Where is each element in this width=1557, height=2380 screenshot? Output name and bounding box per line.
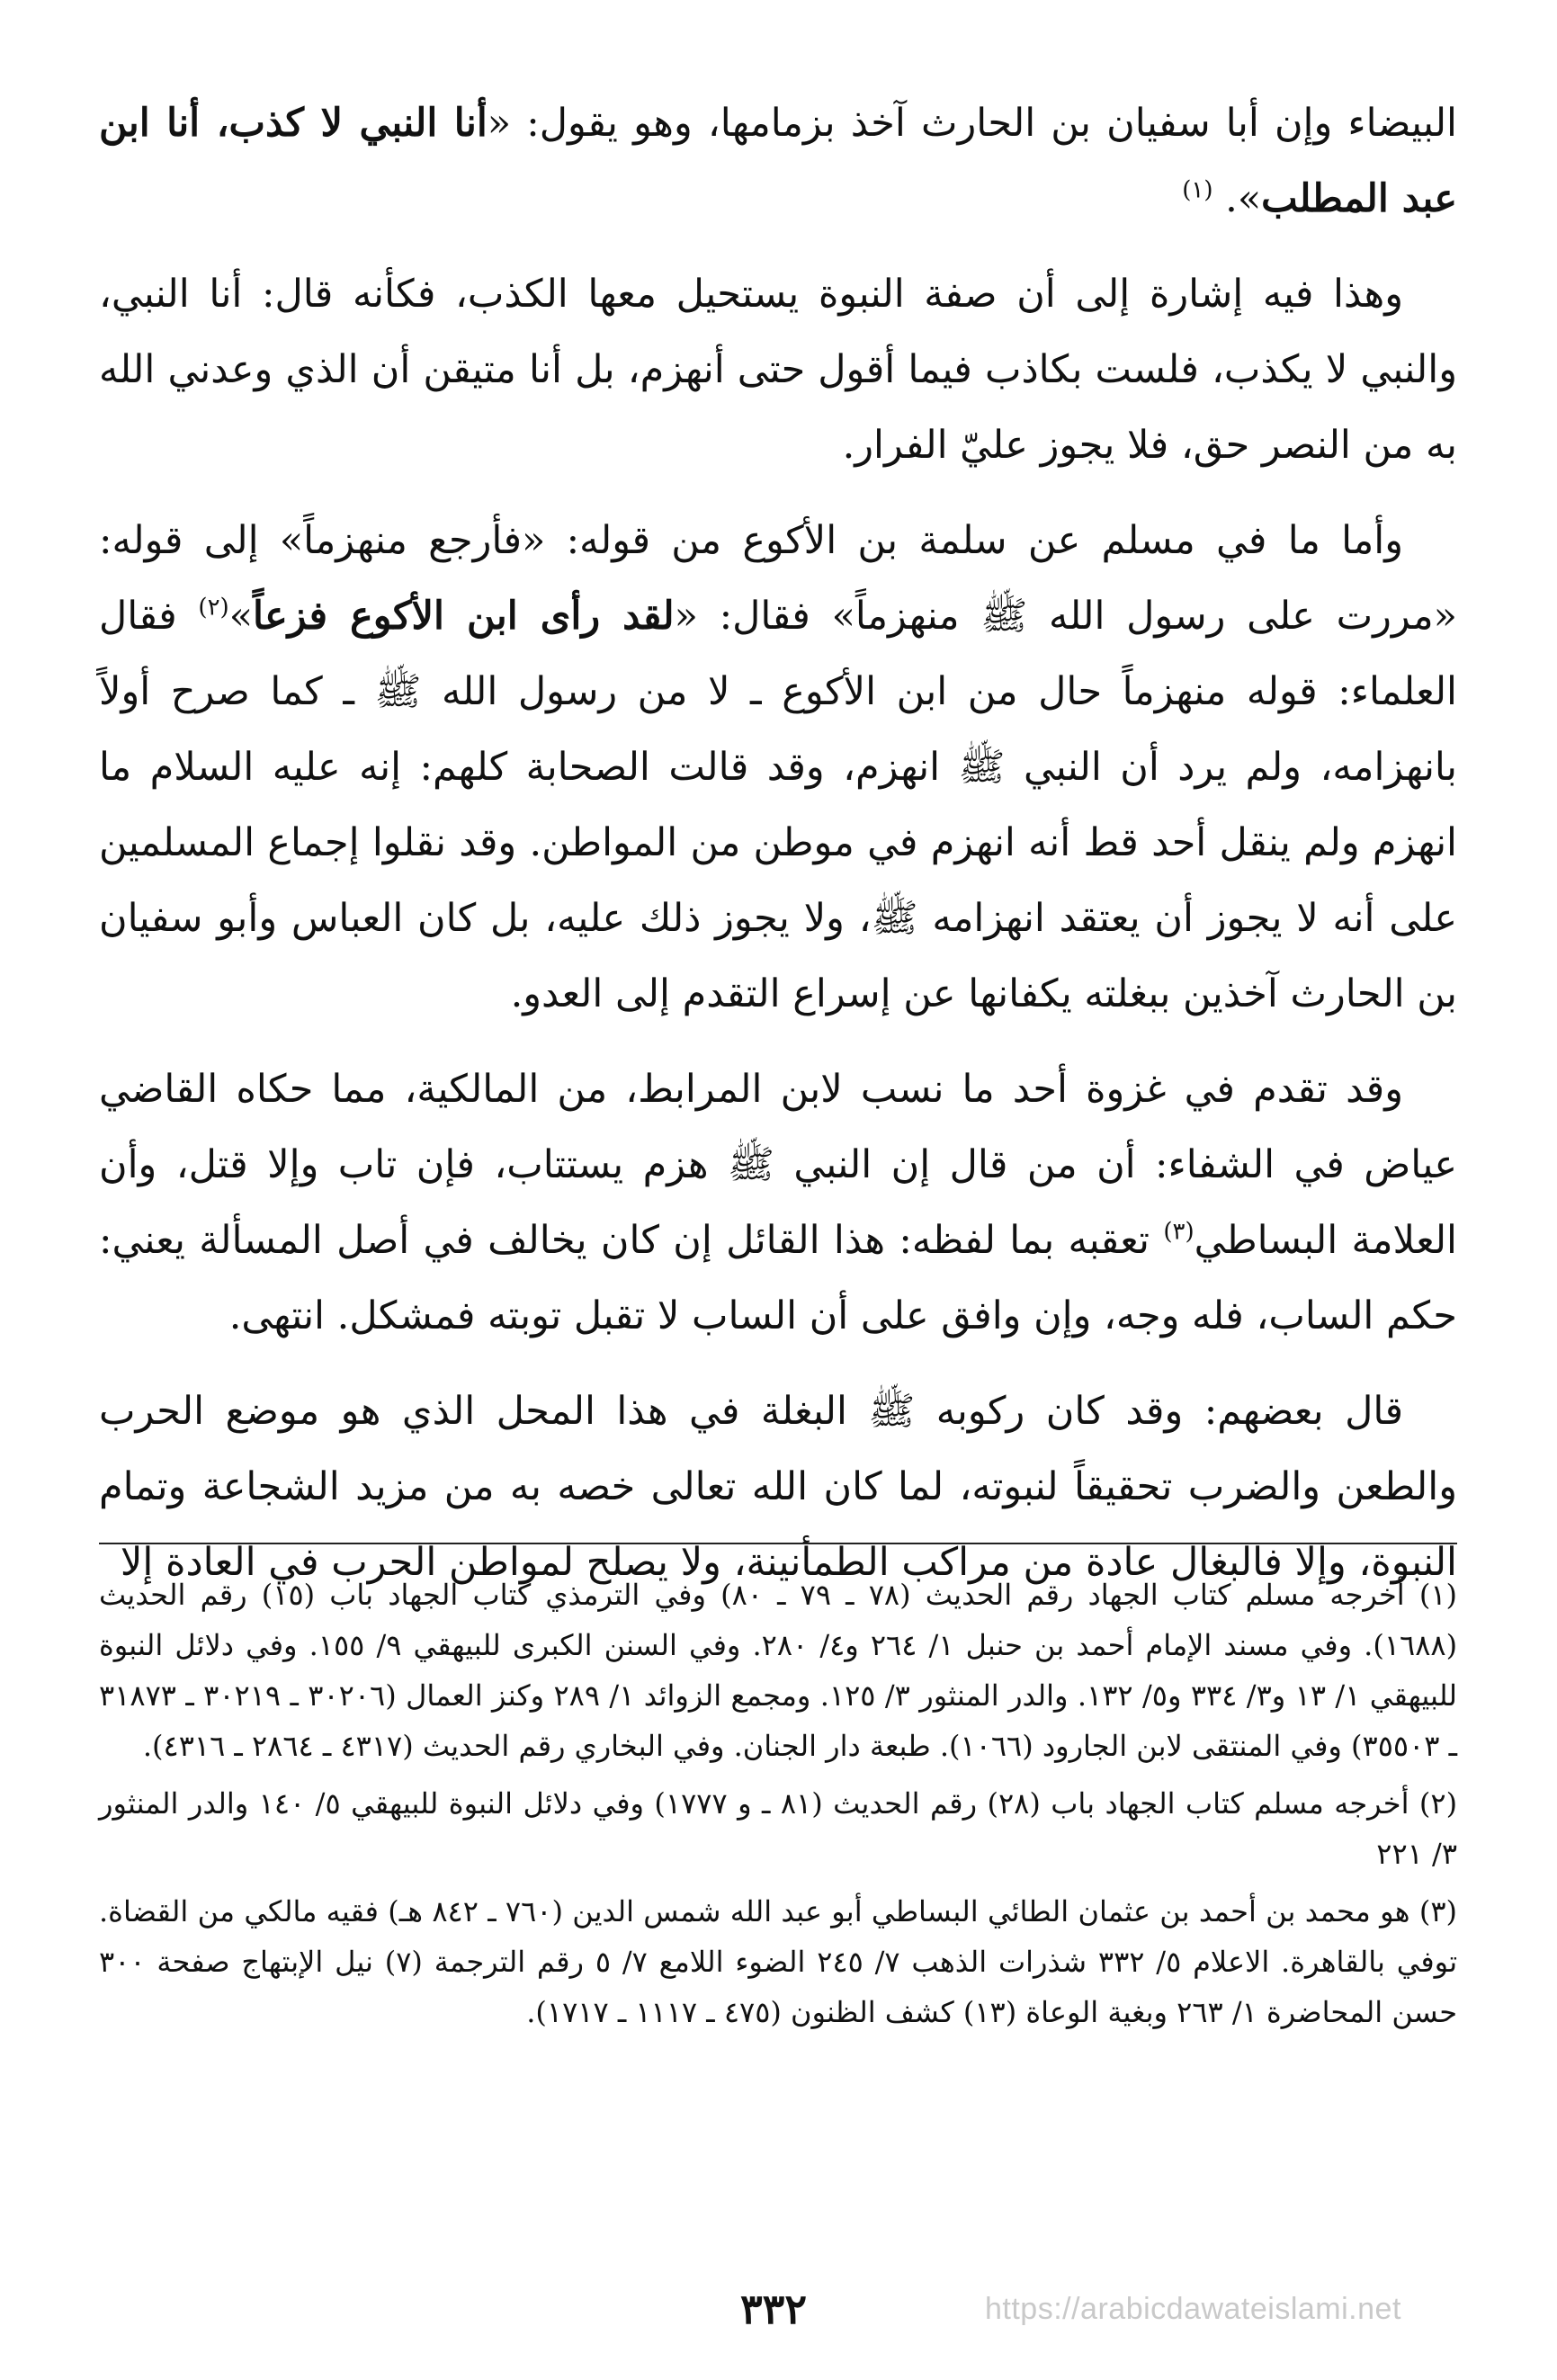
watermark-url: https://arabicdawateislami.net [985,2292,1401,2326]
paragraph-4-rest: تعقبه بما لفظه: هذا القائل إن كان يخالف في أصل المسألة يعني: حكم الساب، فله وجه، وإن وافق على أن الساب لا تقبل توبته فمشكل. انتهى. [99,1218,1457,1338]
footnotes [99,1570,1457,2044]
footnote-3 [99,1886,1457,2037]
paragraph-4 [99,1051,1457,1354]
footnote-2-text: أخرجه مسلم كتاب الجهاد باب (٢٨) رقم الحديث (٨١ ـ و ١٧٧٧) وفي دلائل النبوة للبيهقي ٥/ ١٤٠ والدر المنثور ٣/ ٢٢١ [99,1786,1457,1871]
footnote-ref-1[interactable]: (١) [1182,176,1213,204]
paragraph-4-text: وقد تقدم في غزوة أحد ما نسب لابن المرابط، من المالكية، مما حكاه القاضي عياض في الشفاء: أن من قال إن النبي ﷺ هزم يستتاب، فإن تاب وإلا قتل، وأن العلامة البساطي [99,1067,1457,1263]
paragraph-5: قال بعضهم: وقد كان ركوبه ﷺ البغلة في هذا المحل الذي هو موضع الحرب والطعن والضرب تحقيقاً لنبوته، لما كان الله تعالى خصه به من مزيد الشجاعة وتمام النبوة، وإلا فالبغال عادة من مراكب الطمأنينة، ولا يصلح لمواطن الحرب في العادة إلا [99,1389,1457,1585]
footnote-3-text: هو محمد بن أحمد بن عثمان الطائي البساطي أبو عبد الله شمس الدين (٧٦٠ ـ ٨٤٢ هـ) فقيه مالكي من القضاة. توفي بالقاهرة. الاعلام ٥/ ٣٣٢ شذرات الذهب ٧/ ٢٤٥ الضوء اللامع ٧/ ٥ رقم الترجمة (٧) نيل الإبتهاج صفحة ٣٠٠ حسن المحاضرة ١/ ٢٦٣ وبغية الوعاة (١٣) كشف الظنون (٤٧٥ ـ ١١١٧ ـ ١٧١٧). [99,1894,1458,2029]
quote-bold: أنا النبي لا كذب، أنا ابن عبد المطلب [99,101,1457,221]
page-number: ٣٣٢ [739,2285,808,2333]
paragraph-3-close: » [228,594,254,639]
paragraph-1-close: ». [1212,176,1262,221]
quote-bold: لقد رأى ابن الأكوع فزعاً [253,594,675,639]
paragraph-1-text: البيضاء وإن أبا سفيان بن الحارث آخذ بزمامها، وهو يقول: « [487,101,1458,146]
paragraph-3-text: وأما ما في مسلم عن سلمة بن الأكوع من قوله: «فأرجع منهزماً» إلى قوله: «مررت على رسول الله ﷺ منهزماً» فقال: « [99,518,1457,639]
paragraph-2: وهذا فيه إشارة إلى أن صفة النبوة يستحيل معها الكذب، فكأنه قال: أنا النبي، والنبي لا يكذب، فلست بكاذب فيما أقول حتى أنهزم، بل أنا متيقن أن الذي وعدني الله به من النصر حق، فلا يجوز عليّ الفرار. [99,272,1457,468]
footnote-1-number: (١) [1418,1578,1458,1612]
footnote-1-text: أخرجه مسلم كتاب الجهاد رقم الحديث (٧٨ ـ ٧٩ ـ ٨٠) وفي الترمذي كتاب الجهاد باب (١٥) رقم الحديث (١٦٨٨). وفي مسند الإمام أحمد بن حنبل ١/ ٢٦٤ و٤/ ٢٨٠. وفي السنن الكبرى للبيهقي ٩/ ١٥٥. وفي دلائل النبوة للبيهقي ١/ ١٣ و٣/ ٣٣٤ و٥/ ١٣٢. والدر المنثور ٣/ ١٢٥. ومجمع الزوائد ١/ ٢٨٩ وكنز العمال (٣٠٢٠٦ ـ ٣٠٢١٩ ـ ٣١٨٧٣ ـ ٣٥٥٠٣) وفي المنتقى لابن الجارود (١٠٦٦). طبعة دار الجنان. وفي البخاري رقم الحديث (٤٣١٧ ـ ٢٨٦٤ ـ ٤٣١٦). [99,1578,1458,1763]
footnote-2-number: (٢) [1418,1786,1458,1821]
paragraph-1 [99,85,1457,237]
paragraph-3 [99,503,1457,1032]
footnote-3-number: (٣) [1418,1894,1458,1928]
footnote-2 [99,1778,1457,1879]
footnote-ref-2[interactable]: (٢) [198,594,229,622]
footnote-ref-3[interactable]: (٣) [1163,1218,1195,1246]
paragraph-3-rest: فقال العلماء: قوله منهزماً حال من ابن الأكوع ـ لا من رسول الله ﷺ ـ كما صرح أولاً بانهزامه، ولم يرد أن النبي ﷺ انهزم، وقد قالت الصحابة كلهم: إنه عليه السلام ما انهزم ولم ينقل أحد قط أنه انهزم في موطن من المواطن. وقد نقلوا إجماع المسلمين على أنه لا يجوز أن يعتقد انهزامه ﷺ، ولا يجوز ذلك عليه، بل كان العباس وأبو سفيان بن الحارث آخذين ببغلته يكفانها عن إسراع التقدم إلى العدو. [99,594,1457,1016]
footnote-1 [99,1570,1457,1771]
main-text [99,85,1457,1600]
footnote-divider [99,1543,1457,1544]
